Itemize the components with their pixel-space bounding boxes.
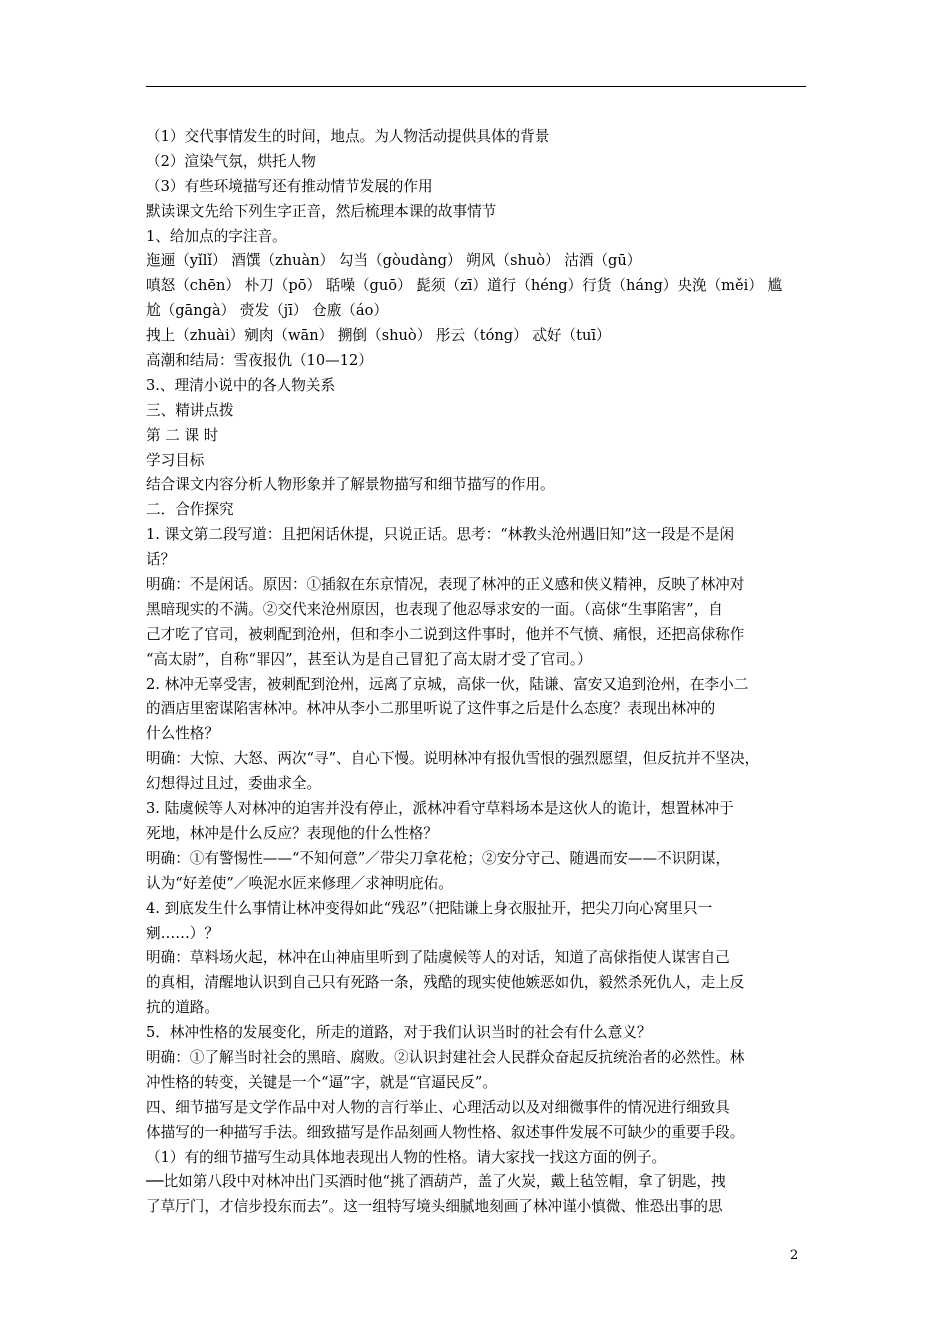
text-line: 认为“好差使”／唤泥水匠来修理／求神明庇佑。 [146,874,453,892]
header-rule [146,86,806,87]
text-line: 死地，林冲是什么反应？表现他的什么性格？ [146,824,438,842]
text-line: 明确：不是闲话。原因：①插叙在东京情况，表现了林冲的正义感和侠义精神，反映了林冲对 [146,576,745,594]
text-line: 三、精讲点拨 [146,401,234,419]
text-line: 什么性格？ [146,725,219,743]
text-line: 迤逦（yǐlǐ） 酒馔（zhuàn） 勾当（gòudàng） 朔风（shuò） 沽酒（gū） [146,252,642,270]
text-line: 了草厅门，才信步投东而去”。这一组特写境头细腻地刻画了林冲谨小慎微、惟恐出事的思 [146,1198,723,1216]
text-line: 3.、理清小说中的各人物关系 [146,376,336,394]
text-line: （2）渲染气氛，烘托人物 [146,152,316,170]
text-line: 冲性格的转变，关键是一个“逼”字，就是“官逼民反”。 [146,1073,497,1091]
text-line: 2. 林冲无辜受害，被刺配到沧州，远离了京城，高俅一伙，陆谦、富安又追到沧州，在李小二 [146,675,749,693]
text-line: 的酒店里密谋陷害林冲。林冲从李小二那里听说了这件事之后是什么态度？表现出林冲的 [146,700,716,718]
text-line: 抗的道路。 [146,999,219,1017]
text-line: “高太尉”，自称“罪囚”，甚至认为是自己冒犯了高太尉才受了官司。） [146,650,592,668]
text-line: 己才吃了官司，被刺配到沧州，但和李小二说到这件事时，他并不气愤、痛恨，还把高俅称作 [146,625,745,643]
text-line: 的真相，清醒地认识到自己只有死路一条，残酷的现实使他嫉恶如仇，毅然杀死仇人，走上反 [146,974,745,992]
text-line: 高潮和结局：雪夜报仇（10—12） [146,352,373,370]
text-line: 1、给加点的字注音。 [146,227,287,245]
text-line: 3. 陆虞候等人对林冲的迫害并没有停止，派林冲看守草料场本是这伙人的诡计，想置林冲于 [146,800,734,818]
text-line: （1）有的细节描写生动具体地表现出人物的性格。请大家找一找这方面的例子。 [146,1148,667,1166]
text-line: 尬（gāngà） 赍发（jī） 仓廒（áo） [146,302,388,320]
text-line: 明确：大惊、大怒、两次“寻”、自心下慢。说明林冲有报仇雪恨的强烈愿望，但反抗并不坚决， [146,750,760,768]
text-line: 1. 课文第二段写道：且把闲话休提，只说正话。思考：“林教头沧州遇旧知”这一段是不是闲 [146,526,735,544]
text-line: ──比如第八段中对林冲出门买酒时他“挑了酒葫芦，盖了火炭，戴上毡笠帽，拿了钥匙，拽 [146,1173,726,1191]
text-line: （3）有些环境描写还有推动情节发展的作用 [146,177,433,195]
text-line: 4. 到底发生什么事情让林冲变得如此“残忍”（把陆谦上身衣服扯开，把尖刀向心窝里只一 [146,899,713,917]
text-line: 剜……）？ [146,924,219,942]
text-line: 体描写的一种描写手法。细致描写是作品刻画人物性格、叙述事件发展不可缺少的重要手段。 [146,1123,745,1141]
page-number: 2 [790,1248,799,1263]
text-line: 学习目标 [146,451,205,469]
text-line: 第 二 课 时 [146,426,219,444]
text-line: 明确：草料场火起，林冲在山神庙里听到了陆虞候等人的对话，知道了高俅指使人谋害自己 [146,949,730,967]
text-line: 默读课文先给下列生字正音，然后梳理本课的故事情节 [146,202,497,220]
text-line: 明确：①了解当时社会的黑暗、腐败。②认识封建社会人民群众奋起反抗统治者的必然性。林 [146,1048,745,1066]
text-line: 结合课文内容分析人物形象并了解景物描写和细节描写的作用。 [146,476,555,494]
text-line: 话？ [146,551,176,569]
text-line: 嗔怒（chēn） 朴刀（pō） 聒噪（guō） 髭须（zī）道行（héng）行货（háng）央浼（měi） 尴 [146,277,783,295]
text-line: 四、细节描写是文学作品中对人物的言行举止、心理活动以及对细微事件的情况进行细致具 [146,1098,730,1116]
body-text [146,125,810,1220]
text-line: （1）交代事情发生的时间，地点。为人物活动提供具体的背景 [146,128,550,145]
text-line: 明确：①有警惕性——“不知何意”／带尖刀拿花枪；②安分守己、随遇而安——不识阴谋， [146,849,731,867]
text-line: 二．合作探究 [146,501,234,519]
text-line: 幻想得过且过，委曲求全。 [146,775,322,793]
text-line: 5．林冲性格的发展变化，所走的道路，对于我们认识当时的社会有什么意义？ [146,1024,652,1042]
text-line: 拽上（zhuài）剜肉（wān） 搠倒（shuò） 彤云（tóng） 忒好（tuī） [146,327,611,345]
text-line: 黑暗现实的不满。②交代来沧州原因，也表现了他忍辱求安的一面。（高俅“生事陷害”，自 [146,600,723,618]
